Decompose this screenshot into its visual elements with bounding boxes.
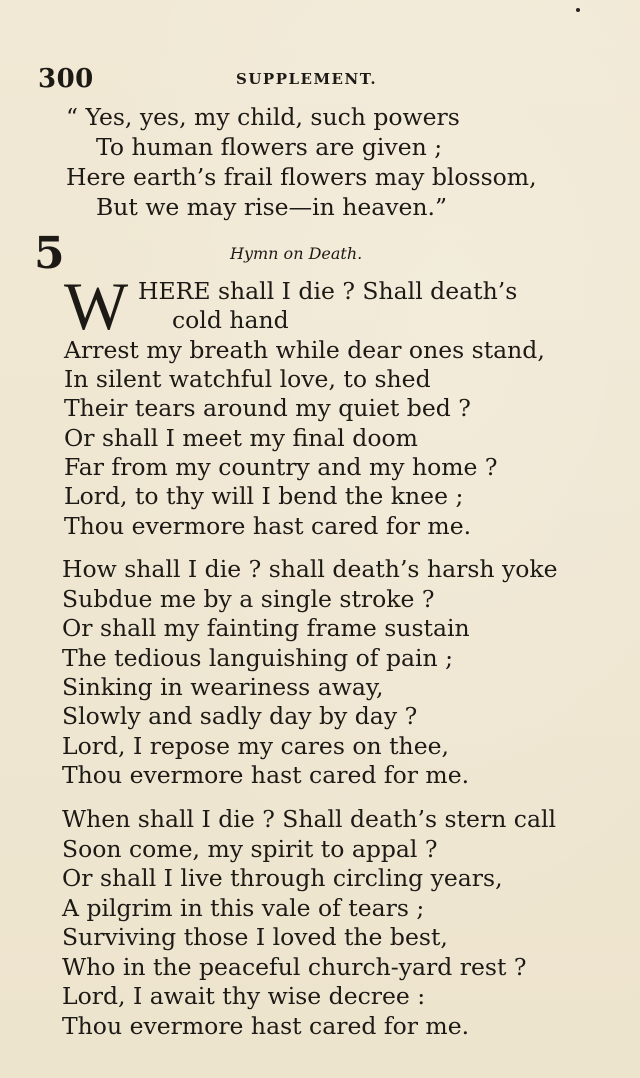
verse-line: Lord, to thy will I bend the knee ; — [64, 482, 464, 510]
page-number: 300 — [38, 64, 94, 94]
verse-line: Surviving those I loved the best, — [62, 923, 448, 951]
verse-line: Their tears around my quiet bed ? — [64, 394, 471, 422]
verse-line: Slowly and sadly day by day ? — [62, 702, 418, 730]
verse-line: To human flowers are given ; — [96, 133, 443, 161]
drop-cap: W — [64, 268, 129, 344]
verse-line: But we may rise—in heaven.” — [96, 193, 448, 221]
verse-line: Lord, I await thy wise decree : — [62, 982, 426, 1010]
verse-line: cold hand — [172, 306, 289, 334]
verse-line: Subdue me by a single stroke ? — [62, 585, 435, 613]
verse-line: Soon come, my spirit to appal ? — [62, 835, 438, 863]
verse-line: Thou evermore hast cared for me. — [62, 761, 470, 789]
running-head: SUPPLEMENT. — [236, 70, 378, 88]
verse-line: Sinking in weariness away, — [62, 673, 384, 701]
hymn-title: Hymn on Death. — [230, 244, 363, 263]
verse-line: Here earth’s frail flowers may blossom, — [66, 163, 537, 191]
verse-line: Lord, I repose my cares on thee, — [62, 732, 449, 760]
ink-speck — [576, 8, 580, 12]
verse-line: A pilgrim in this vale of tears ; — [62, 894, 425, 922]
verse-line: When shall I die ? Shall death’s stern call — [62, 805, 557, 833]
hymn-number: 5 — [34, 228, 65, 279]
verse-line: Who in the peaceful church-yard rest ? — [62, 953, 527, 981]
verse-line: Arrest my breath while dear ones stand, — [64, 336, 545, 364]
verse-line: Or shall I live through circling years, — [62, 864, 503, 892]
verse-line: Far from my country and my home ? — [64, 453, 498, 481]
verse-line: Thou evermore hast cared for me. — [62, 1012, 470, 1040]
verse-line: The tedious languishing of pain ; — [62, 644, 454, 672]
verse-line: In silent watchful love, to shed — [64, 365, 431, 393]
verse-line: Or shall my fainting frame sustain — [62, 614, 470, 642]
verse-line: Or shall I meet my final doom — [64, 424, 418, 452]
verse-line: How shall I die ? shall death’s harsh yoke — [62, 555, 558, 583]
verse-line: “ Yes, yes, my child, such powers — [66, 103, 460, 131]
verse-line: Thou evermore hast cared for me. — [64, 512, 472, 540]
verse-line: HERE shall I die ? Shall death’s — [138, 277, 518, 305]
